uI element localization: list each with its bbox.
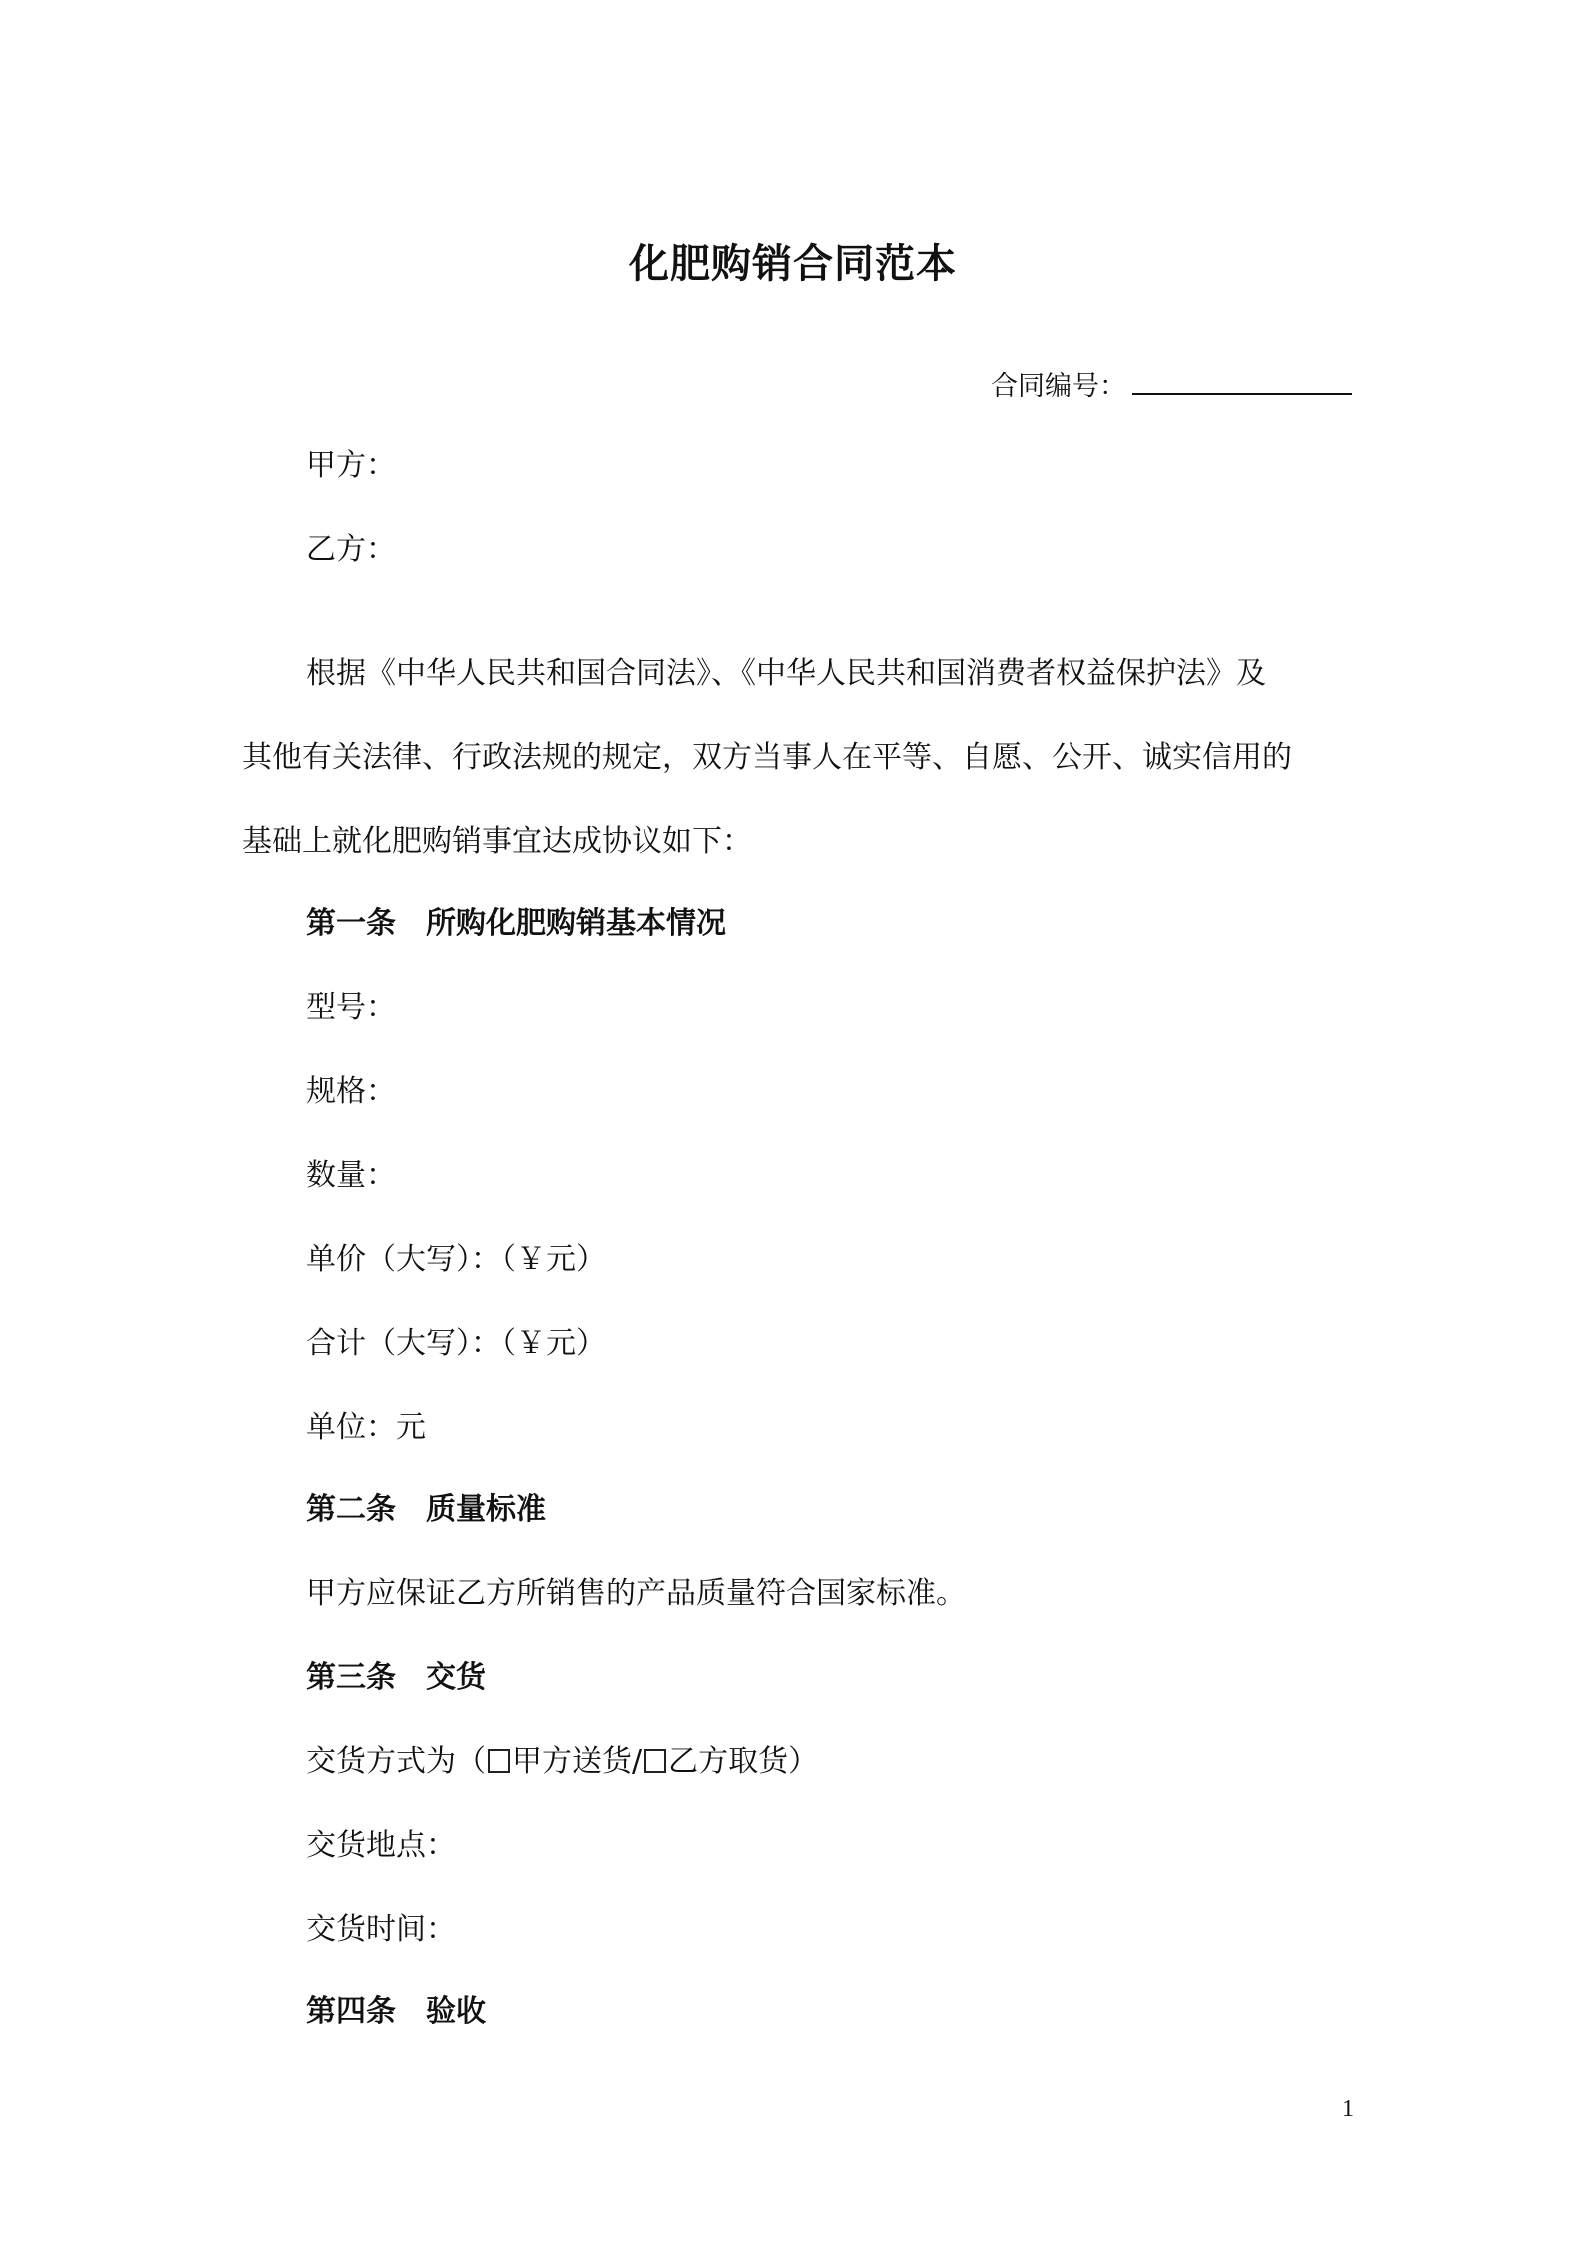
article-1-heading <box>306 904 726 944</box>
party-b-label: 乙方： <box>306 532 396 567</box>
article-3-number: 第三条 <box>306 1660 396 1695</box>
unit-price-field: 单价（大写）：（￥元） <box>306 1242 606 1277</box>
contract-number-label: 合同编号： <box>991 371 1126 402</box>
document-title: 化肥购销合同范本 <box>629 241 957 287</box>
article-4-heading <box>306 1992 486 2032</box>
delivery-option-2-checkbox[interactable] <box>644 1749 666 1773</box>
contract-number-row <box>991 364 1352 403</box>
article-2-title: 质量标准 <box>426 1492 546 1527</box>
article-2-number: 第二条 <box>306 1492 396 1527</box>
article-1-title: 所购化肥购销基本情况 <box>426 906 726 941</box>
article-4-title: 验收 <box>426 1994 486 2029</box>
delivery-method-prefix: 交货方式为（ <box>306 1744 486 1779</box>
delivery-option-2-label: 乙方取货） <box>668 1744 819 1779</box>
article-3-title: 交货 <box>426 1660 486 1695</box>
page-number: 1 <box>1342 2096 1354 2122</box>
delivery-time-field: 交货时间： <box>306 1912 456 1947</box>
intro-line-1: 根据《中华人民共和国合同法》、《中华人民共和国消费者权益保护法》及 <box>306 656 1266 691</box>
party-a-label: 甲方： <box>306 448 396 483</box>
spec-field: 规格： <box>306 1074 396 1109</box>
intro-line-2: 其他有关法律、行政法规的规定，双方当事人在平等、自愿、公开、诚实信用的 <box>242 740 1292 775</box>
delivery-option-1-label: 甲方送货/ <box>512 1744 643 1779</box>
quantity-field: 数量： <box>306 1158 396 1193</box>
model-field: 型号： <box>306 990 396 1025</box>
article-2-heading <box>306 1490 546 1530</box>
delivery-place-field: 交货地点： <box>306 1828 456 1863</box>
article-3-heading <box>306 1658 486 1698</box>
article-1-number: 第一条 <box>306 906 396 941</box>
intro-line-3: 基础上就化肥购销事宜达成协议如下： <box>242 824 752 859</box>
delivery-option-1-checkbox[interactable] <box>488 1749 510 1773</box>
quality-text: 甲方应保证乙方所销售的产品质量符合国家标准。 <box>306 1576 966 1611</box>
unit-field: 单位：元 <box>306 1410 426 1445</box>
contract-number-blank <box>1132 369 1352 395</box>
total-field: 合计（大写）：（￥元） <box>306 1326 606 1361</box>
delivery-method-row <box>306 1742 818 1782</box>
article-4-number: 第四条 <box>306 1994 396 2029</box>
